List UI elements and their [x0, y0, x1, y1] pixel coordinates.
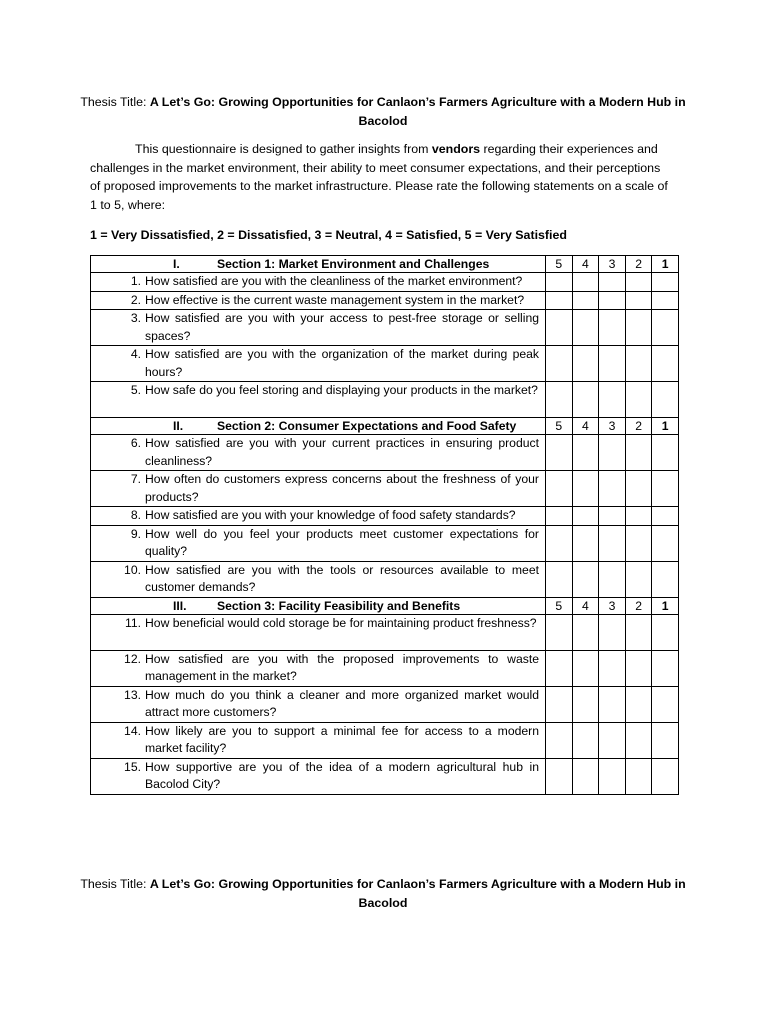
question-cell — [91, 686, 546, 722]
question-cell — [91, 614, 546, 650]
question-row — [91, 722, 679, 758]
question-cell — [91, 273, 546, 292]
rating-cell-5[interactable] — [546, 758, 573, 794]
rating-cell-4[interactable] — [572, 614, 599, 650]
question-cell — [91, 525, 546, 561]
rating-cell-2[interactable] — [625, 525, 652, 561]
rating-cell-4[interactable] — [572, 686, 599, 722]
rating-header-3: 3 — [599, 418, 626, 435]
rating-cell-4[interactable] — [572, 758, 599, 794]
question-number: 5. — [130, 383, 141, 397]
section-title: Section 2: Consumer Expectations and Food Safety — [217, 419, 517, 433]
rating-cell-2[interactable] — [625, 686, 652, 722]
section-title: Section 1: Market Environment and Challenges — [217, 257, 490, 271]
rating-cell-1[interactable] — [652, 310, 679, 346]
question-number: 11. — [124, 615, 141, 630]
question-cell — [91, 758, 546, 794]
rating-cell-4[interactable] — [572, 722, 599, 758]
question-text: How much do you think a cleaner and more organized market would attract more customers? — [145, 687, 539, 719]
question-row — [91, 686, 679, 722]
rating-cell-4[interactable] — [572, 310, 599, 346]
rating-header-2: 2 — [625, 418, 652, 435]
rating-cell-2[interactable] — [625, 382, 652, 418]
rating-cell-3[interactable] — [599, 722, 626, 758]
question-row — [91, 291, 679, 310]
rating-cell-5[interactable] — [546, 650, 573, 686]
thesis-title-line1: A Let’s Go: Growing Opportunities for Canlaon’s Farmers Agriculture with a Modern Hub in — [149, 95, 686, 109]
question-row — [91, 561, 679, 597]
section-roman-numeral: I. — [173, 257, 180, 271]
rating-cell-3[interactable] — [599, 561, 626, 597]
rating-cell-2[interactable] — [625, 614, 652, 650]
rating-cell-1[interactable] — [652, 722, 679, 758]
rating-cell-4[interactable] — [572, 650, 599, 686]
section-roman-numeral: III. — [173, 598, 187, 613]
rating-cell-1[interactable] — [652, 382, 679, 418]
question-text: How satisfied are you with the cleanliness of the market environment? — [145, 274, 523, 288]
rating-header-4: 4 — [572, 597, 599, 614]
question-cell — [91, 561, 546, 597]
question-text: How satisfied are you with your knowledge of food safety standards? — [145, 508, 516, 522]
question-cell — [91, 722, 546, 758]
section-header-row — [91, 597, 679, 614]
rating-cell-1[interactable] — [652, 291, 679, 310]
rating-cell-5[interactable] — [546, 561, 573, 597]
question-cell — [91, 435, 546, 471]
rating-cell-1[interactable] — [652, 273, 679, 292]
rating-cell-4[interactable] — [572, 346, 599, 382]
section-header-cell — [91, 256, 546, 273]
section-header-cell — [91, 597, 546, 614]
intro-part2: regarding their experiences and challenges in the market environment, their ability to meet consumer expectations, and their perceptions of proposed improvements to the market infrastructure. Please rate the following statements on a scale of 1 to 5, where: — [90, 142, 668, 212]
rating-cell-3[interactable] — [599, 525, 626, 561]
question-number: 2. — [130, 292, 141, 307]
question-number: 14. — [124, 723, 141, 738]
rating-cell-3[interactable] — [599, 614, 626, 650]
question-row — [91, 382, 679, 418]
rating-cell-2[interactable] — [625, 310, 652, 346]
rating-cell-5[interactable] — [546, 382, 573, 418]
rating-cell-1[interactable] — [652, 561, 679, 597]
question-number: 8. — [130, 508, 141, 522]
question-number: 10. — [124, 562, 141, 577]
thesis-title-top — [80, 93, 686, 131]
question-text: How satisfied are you with your current practices in ensuring product cleanliness? — [145, 436, 539, 468]
rating-cell-4[interactable] — [572, 507, 599, 526]
question-row — [91, 614, 679, 650]
question-text: How satisfied are you with the organization of the market during peak hours? — [145, 347, 539, 379]
rating-cell-4[interactable] — [572, 471, 599, 507]
question-text: How well do you feel your products meet customer expectations for quality? — [145, 526, 539, 558]
intro-part1: This questionnaire is designed to gather insights from — [135, 142, 432, 156]
section-header-cell — [91, 418, 546, 435]
question-text: How satisfied are you with the tools or resources available to meet customer demands? — [145, 562, 539, 594]
question-number: 12. — [124, 651, 141, 666]
section-header-row — [91, 256, 679, 273]
question-row — [91, 650, 679, 686]
rating-cell-2[interactable] — [625, 722, 652, 758]
rating-cell-3[interactable] — [599, 650, 626, 686]
rating-cell-5[interactable] — [546, 507, 573, 526]
question-row — [91, 435, 679, 471]
question-text: How beneficial would cold storage be for maintaining product freshness? — [145, 615, 537, 630]
question-number: 3. — [130, 311, 141, 325]
rating-cell-1[interactable] — [652, 471, 679, 507]
intro-paragraph — [90, 140, 670, 214]
thesis-title-bottom — [80, 875, 686, 913]
rating-cell-3[interactable] — [599, 686, 626, 722]
rating-header-2: 2 — [625, 597, 652, 614]
rating-header-4: 4 — [572, 418, 599, 435]
thesis-prefix: Thesis Title: — [80, 877, 150, 891]
rating-header-3: 3 — [599, 597, 626, 614]
thesis-prefix: Thesis Title: — [80, 95, 150, 109]
rating-header-1: 1 — [652, 597, 679, 614]
rating-cell-2[interactable] — [625, 346, 652, 382]
rating-cell-1[interactable] — [652, 507, 679, 526]
rating-header-3: 3 — [599, 256, 626, 273]
rating-cell-4[interactable] — [572, 291, 599, 310]
question-number: 13. — [124, 687, 141, 702]
rating-header-1: 1 — [652, 256, 679, 273]
question-text: How likely are you to support a minimal fee for access to a modern market facility? — [145, 723, 539, 755]
rating-cell-5[interactable] — [546, 722, 573, 758]
rating-cell-2[interactable] — [625, 471, 652, 507]
rating-cell-4[interactable] — [572, 273, 599, 292]
question-text: How satisfied are you with the proposed improvements to waste management in the market? — [145, 651, 539, 683]
question-number: 1. — [130, 274, 141, 288]
rating-cell-1[interactable] — [652, 650, 679, 686]
rating-cell-5[interactable] — [546, 310, 573, 346]
rating-header-2: 2 — [625, 256, 652, 273]
rating-cell-2[interactable] — [625, 435, 652, 471]
rating-cell-1[interactable] — [652, 758, 679, 794]
section-roman-numeral: II. — [173, 419, 184, 433]
rating-header-4: 4 — [572, 256, 599, 273]
rating-cell-5[interactable] — [546, 346, 573, 382]
intro-bold-vendors: vendors — [431, 142, 481, 156]
question-number: 4. — [130, 347, 141, 361]
section-header-row — [91, 418, 679, 435]
question-row — [91, 273, 679, 292]
question-cell — [91, 291, 546, 310]
rating-cell-4[interactable] — [572, 435, 599, 471]
rating-header-5: 5 — [546, 597, 573, 614]
question-cell — [91, 650, 546, 686]
rating-cell-2[interactable] — [625, 273, 652, 292]
rating-cell-4[interactable] — [572, 382, 599, 418]
rating-cell-3[interactable] — [599, 471, 626, 507]
rating-cell-3[interactable] — [599, 291, 626, 310]
question-cell — [91, 310, 546, 346]
question-text: How safe do you feel storing and displaying your products in the market? — [145, 383, 538, 397]
rating-header-1: 1 — [652, 418, 679, 435]
question-row — [91, 310, 679, 346]
question-cell — [91, 382, 546, 418]
rating-header-5: 5 — [546, 256, 573, 273]
rating-cell-5[interactable] — [546, 614, 573, 650]
rating-cell-1[interactable] — [652, 435, 679, 471]
rating-cell-3[interactable] — [599, 346, 626, 382]
rating-cell-1[interactable] — [652, 525, 679, 561]
question-text: How often do customers express concerns about the freshness of your products? — [145, 472, 539, 504]
thesis-title-line2: Bacolod — [358, 114, 408, 128]
rating-cell-5[interactable] — [546, 525, 573, 561]
question-number: 6. — [130, 436, 141, 450]
section-title: Section 3: Facility Feasibility and Benefits — [217, 598, 461, 613]
rating-cell-2[interactable] — [625, 507, 652, 526]
question-number: 15. — [124, 759, 141, 774]
thesis-title-line2: Bacolod — [358, 896, 408, 910]
rating-cell-1[interactable] — [652, 614, 679, 650]
rating-cell-2[interactable] — [625, 758, 652, 794]
rating-cell-3[interactable] — [599, 435, 626, 471]
question-text: How satisfied are you with your access to pest-free storage or selling spaces? — [145, 311, 539, 343]
rating-cell-4[interactable] — [572, 561, 599, 597]
rating-cell-1[interactable] — [652, 346, 679, 382]
question-cell — [91, 346, 546, 382]
question-row — [91, 507, 679, 526]
rating-cell-5[interactable] — [546, 435, 573, 471]
question-row — [91, 346, 679, 382]
question-number: 7. — [130, 472, 141, 486]
rating-header-5: 5 — [546, 418, 573, 435]
rating-cell-2[interactable] — [625, 561, 652, 597]
question-text: How effective is the current waste management system in the market? — [145, 292, 525, 307]
rating-cell-2[interactable] — [625, 650, 652, 686]
question-row — [91, 525, 679, 561]
scale-legend: 1 = Very Dissatisfied, 2 = Dissatisfied, 3 = Neutral, 4 = Satisfied, 5 = Very Satisfied — [90, 228, 567, 242]
rating-cell-5[interactable] — [546, 273, 573, 292]
rating-cell-1[interactable] — [652, 686, 679, 722]
question-row — [91, 758, 679, 794]
question-row — [91, 471, 679, 507]
question-number: 9. — [130, 526, 141, 541]
rating-cell-3[interactable] — [599, 273, 626, 292]
question-cell — [91, 507, 546, 526]
question-cell — [91, 471, 546, 507]
rating-cell-5[interactable] — [546, 291, 573, 310]
question-text: How supportive are you of the idea of a modern agricultural hub in Bacolod City? — [145, 759, 539, 791]
rating-cell-4[interactable] — [572, 525, 599, 561]
rating-cell-3[interactable] — [599, 758, 626, 794]
rating-cell-3[interactable] — [599, 310, 626, 346]
rating-cell-5[interactable] — [546, 686, 573, 722]
questionnaire-table — [90, 255, 679, 795]
rating-cell-2[interactable] — [625, 291, 652, 310]
thesis-title-line1: A Let’s Go: Growing Opportunities for Canlaon’s Farmers Agriculture with a Modern Hub in — [149, 877, 686, 891]
rating-cell-5[interactable] — [546, 471, 573, 507]
rating-cell-3[interactable] — [599, 507, 626, 526]
rating-cell-3[interactable] — [599, 382, 626, 418]
